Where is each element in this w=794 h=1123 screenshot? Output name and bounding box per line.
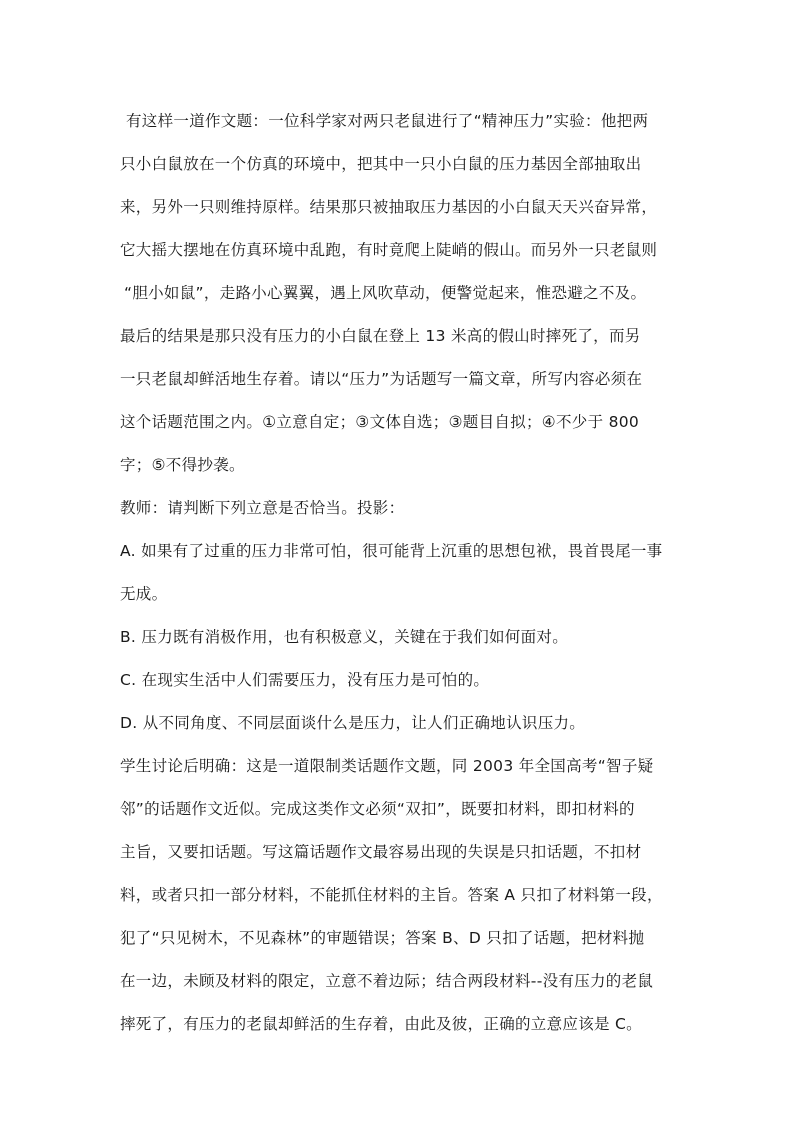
discussion-line: 摔死了，有压力的老鼠却鲜活的生存着，由此及彼，正确的立意应该是 C。 — [120, 1015, 642, 1033]
discussion-line: 犯了“只见树木，不见森林”的审题错误；答案 B、D 只扣了话题，把材料抛 — [120, 929, 645, 947]
discussion-line: 学生讨论后明确：这是一道限制类话题作文题，同 2003 年全国高考“智子疑 — [120, 757, 654, 775]
paragraph-line: 这个话题范围之内。①立意自定；③文体自选；③题目自拟；④不少于 800 — [120, 413, 640, 431]
option-a-line: 无成。 — [120, 585, 168, 603]
option-d-line: D. 从不同角度、不同层面谈什么是压力，让人们正确地认识压力。 — [120, 714, 586, 732]
discussion-line: 邻”的话题作文近似。完成这类作文必须“双扣”，既要扣材料，即扣材料的 — [120, 800, 635, 818]
option-a-line: A. 如果有了过重的压力非常可怕，很可能背上沉重的思想包袱，畏首畏尾一事 — [120, 542, 663, 560]
paragraph-line: 一只老鼠却鲜活地生存着。请以“压力”为话题写一篇文章，所写内容必须在 — [120, 370, 643, 388]
paragraph-line: 最后的结果是那只没有压力的小白鼠在登上 13 米高的假山时摔死了，而另 — [120, 327, 641, 345]
paragraph-line: 有这样一道作文题：一位科学家对两只老鼠进行了“精神压力”实验：他把两 — [126, 112, 649, 130]
paragraph-line: 只小白鼠放在一个仿真的环境中，把其中一只小白鼠的压力基因全部抽取出 — [120, 155, 642, 173]
paragraph-line: 字；⑤不得抄袭。 — [120, 456, 245, 474]
paragraph-line: 它大摇大摆地在仿真环境中乱跑，有时竟爬上陡峭的假山。而另外一只老鼠则 — [120, 241, 658, 259]
discussion-line: 料，或者只扣一部分材料，不能抓住材料的主旨。答案 A 只扣了材料第一段， — [120, 886, 663, 904]
paragraph-line: 来，另外一只则维持原样。结果那只被抽取压力基因的小白鼠天天兴奋异常， — [120, 198, 658, 216]
option-b-line: B. 压力既有消极作用，也有积极意义，关键在于我们如何面对。 — [120, 628, 568, 646]
teacher-prompt-line: 教师：请判断下列立意是否恰当。投影： — [120, 499, 405, 517]
discussion-line: 在一边，未顾及材料的限定，立意不着边际；结合两段材料--没有压力的老鼠 — [120, 972, 654, 990]
document-body — [120, 100, 680, 1046]
discussion-line: 主旨，又要扣话题。写这篇话题作文最容易出现的失误是只扣话题，不扣材 — [120, 843, 642, 861]
option-c-line: C. 在现实生活中人们需要压力，没有压力是可怕的。 — [120, 671, 490, 689]
paragraph-line: “胆小如鼠”，走路小心翼翼，遇上风吹草动，便警觉起来，惟恐避之不及。 — [124, 284, 647, 302]
